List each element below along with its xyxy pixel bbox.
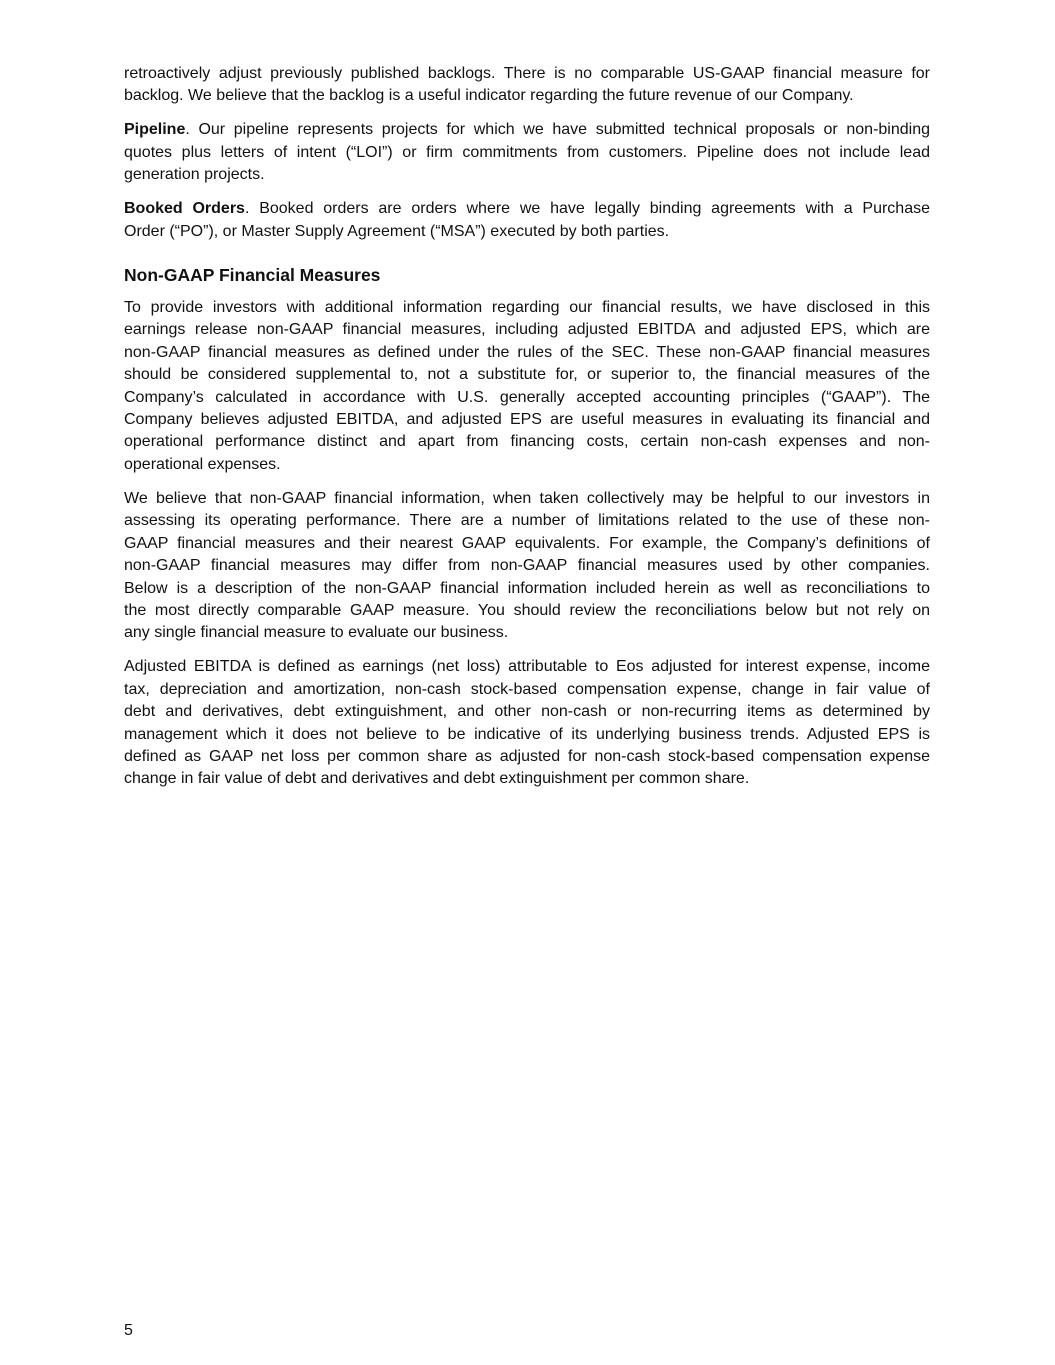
- paragraph: [124, 656, 930, 790]
- non-gaap-section: [124, 297, 930, 791]
- page-number: 5: [124, 1322, 133, 1339]
- text-line: non-GAAP financial measures may differ from non-GAAP financial measures used by other companies.: [124, 557, 930, 575]
- text-line: should be considered supplemental to, not a substitute for, or superior to, the financial measures of the: [124, 366, 930, 384]
- text-line: retroactively adjust previously published backlogs. There is no comparable US-GAAP financial measure for: [124, 65, 930, 82]
- text-line: defined as GAAP net loss per common share as adjusted for non-cash stock-based compensation expense: [124, 747, 930, 765]
- term-label: Pipeline: [124, 121, 186, 139]
- text-line: [124, 119, 930, 141]
- text-line: We believe that non-GAAP financial information, when taken collectively may be helpful to our investors in: [124, 489, 930, 507]
- text-line: earnings release non-GAAP financial measures, including adjusted EBITDA and adjusted EPS, which are: [124, 321, 930, 339]
- paragraph: [124, 198, 930, 243]
- definitions-section: [124, 63, 930, 243]
- text-line: Company believes adjusted EBITDA, and adjusted EPS are useful measures in evaluating its financial and: [124, 411, 930, 429]
- paragraph: [124, 119, 930, 186]
- text-line: non-GAAP financial measures as defined under the rules of the SEC. These non-GAAP financial measures: [124, 343, 930, 361]
- document-body: [124, 63, 930, 802]
- term-definition: . Our pipeline represents projects for which we have submitted technical proposals or non-binding: [185, 121, 930, 139]
- text-line: To provide investors with additional information regarding our financial results, we have disclosed in this: [124, 299, 930, 317]
- text-line: Company’s calculated in accordance with U.S. generally accepted accounting principles (“GAAP”). The: [124, 388, 930, 406]
- text-line: GAAP financial measures and their nearest GAAP equivalents. For example, the Company’s definitions of: [124, 534, 930, 552]
- text-line: generation projects.: [124, 166, 265, 184]
- text-line: Below is a description of the non-GAAP financial information included herein as well as reconciliations to: [124, 579, 930, 597]
- text-line: assessing its operating performance. There are a number of limitations related to the use of these non-: [124, 512, 930, 530]
- text-line: the most directly comparable GAAP measure. You should review the reconciliations below but not rely on: [124, 601, 930, 619]
- text-line: Order (“PO”), or Master Supply Agreement (“MSA”) executed by both parties.: [124, 222, 670, 240]
- term-definition: . Booked orders are orders where we have legally binding agreements with a Purchase: [244, 200, 931, 218]
- text-line: debt and derivatives, debt extinguishment, and other non-cash or non-recurring items as determined by: [124, 703, 930, 721]
- section-heading: Non-GAAP Financial Measures: [124, 265, 381, 286]
- paragraph: [124, 488, 930, 645]
- text-line: change in fair value of debt and derivatives and debt extinguishment per common share.: [124, 770, 750, 788]
- text-line: [124, 198, 930, 220]
- paragraph: [124, 297, 930, 476]
- text-line: any single financial measure to evaluate our business.: [124, 624, 509, 642]
- text-line: management which it does not believe to be indicative of its underlying business trends. Adjusted EPS is: [124, 725, 930, 743]
- term-label: Booked Orders: [124, 200, 245, 218]
- text-line: quotes plus letters of intent (“LOI”) or firm commitments from customers. Pipeline does not include lead: [124, 143, 930, 161]
- text-line: operational expenses.: [124, 455, 281, 473]
- text-line: operational performance distinct and apart from financing costs, certain non-cash expenses and non-: [124, 433, 930, 451]
- text-line: Adjusted EBITDA is defined as earnings (net loss) attributable to Eos adjusted for interest expense, income: [124, 658, 930, 676]
- text-line: backlog. We believe that the backlog is a useful indicator regarding the future revenue of our Company.: [124, 87, 854, 105]
- text-line: tax, depreciation and amortization, non-cash stock-based compensation expense, change in fair value of: [124, 680, 930, 698]
- paragraph: [124, 63, 930, 108]
